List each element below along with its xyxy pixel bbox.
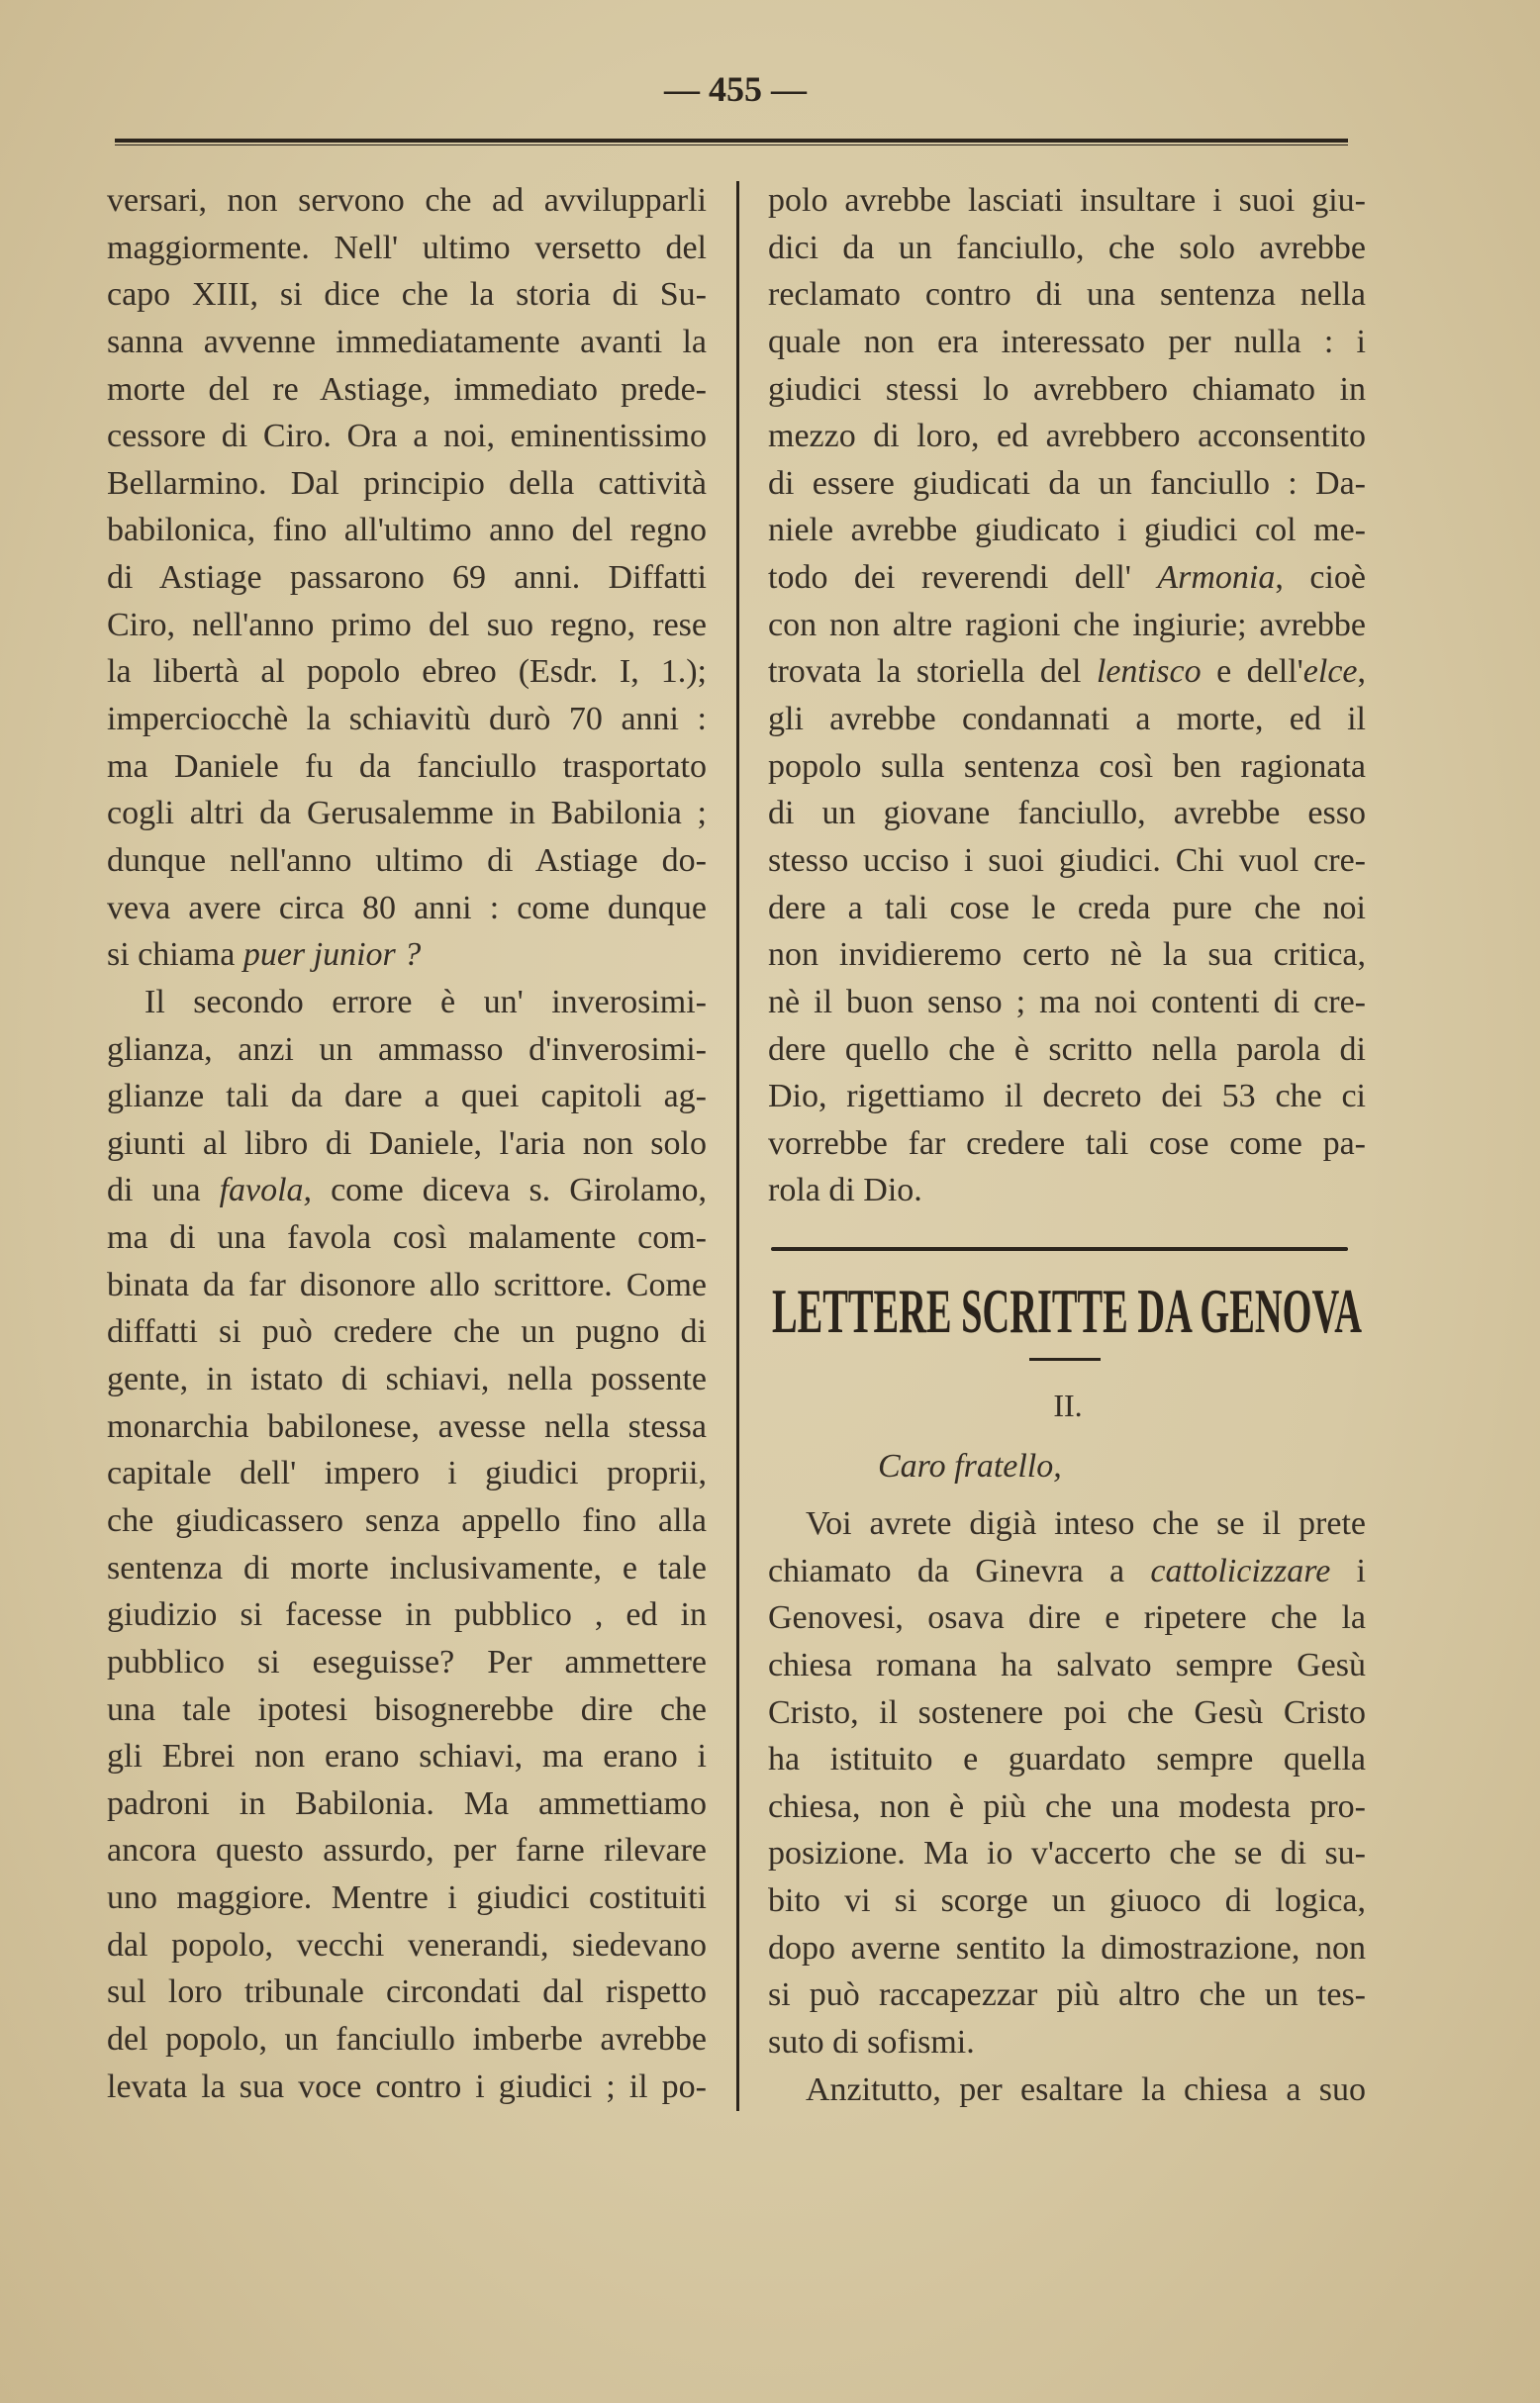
text-line — [107, 1591, 707, 1639]
text-line — [107, 1922, 707, 1970]
text-line — [107, 1167, 707, 1214]
text-line — [107, 460, 707, 508]
text-line — [768, 1736, 1366, 1783]
text-line — [768, 837, 1366, 885]
text-run: Ciro, nell'anno primo del suo regno, rese — [107, 606, 707, 643]
paragraph — [768, 1500, 1366, 2067]
text-run: sanna avvenne immediatamente avanti la — [107, 323, 707, 360]
text-line — [107, 225, 707, 272]
text-line — [768, 696, 1366, 743]
text-run: bito vi si scorge un giuoco di logica, — [768, 1882, 1366, 1920]
text-run: capitale dell' impero i giudici proprii, — [107, 1455, 707, 1492]
text-line — [768, 460, 1366, 508]
text-line — [107, 837, 707, 885]
text-line — [768, 790, 1366, 837]
text-run: cessore di Ciro. Ora a noi, eminentissimo — [107, 418, 707, 455]
text-line — [107, 931, 707, 979]
text-run: gente, in istato di schiavi, nella possente — [107, 1361, 707, 1398]
text-run: i — [1330, 1552, 1367, 1589]
text-run: giudizio si facesse in pubblico , ed in — [107, 1596, 707, 1634]
left-column — [107, 177, 707, 2110]
text-run: maggiormente. Nell' ultimo versetto del — [107, 229, 707, 266]
text-run: glianza, anzi un ammasso d'inverosimi- — [107, 1030, 707, 1068]
text-run: trovata la storiella del — [768, 653, 1097, 691]
text-run: gli Ebrei non erano schiavi, ma erano i — [107, 1738, 707, 1776]
text-line — [107, 2064, 707, 2111]
text-line — [768, 931, 1366, 979]
text-run: la libertà al popolo ebreo (Esdr. I, 1.); — [107, 653, 707, 691]
text-run: del popolo, un fanciullo imberbe avrebbe — [107, 2020, 707, 2058]
text-line — [768, 413, 1366, 460]
text-run: ancora questo assurdo, per farne rilevare — [107, 1832, 707, 1870]
text-line — [107, 743, 707, 791]
text-run: giudici stessi lo avrebbero chiamato in — [768, 370, 1366, 408]
text-run: Genovesi, osava dire e ripetere che la — [768, 1599, 1366, 1637]
text-line — [107, 1262, 707, 1309]
text-line — [768, 1120, 1366, 1168]
text-line — [768, 1783, 1366, 1831]
text-line — [107, 1827, 707, 1874]
italic-text: cattolicizzare — [1150, 1552, 1331, 1589]
text-line — [768, 554, 1366, 602]
text-line — [107, 1356, 707, 1403]
text-line — [768, 743, 1366, 791]
text-line — [768, 1877, 1366, 1925]
text-run: versari, non servono che ad avvilupparli — [107, 182, 707, 219]
text-run: babilonica, fino all'ultimo anno del regno — [107, 512, 707, 549]
text-run: quale non era interessato per nulla : i — [768, 323, 1366, 360]
text-line — [107, 319, 707, 366]
text-line — [107, 1780, 707, 1828]
text-line — [768, 979, 1366, 1026]
text-line — [768, 1167, 1366, 1214]
text-run: niele avrebbe giudicato i giudici col me- — [768, 512, 1366, 549]
text-line — [107, 648, 707, 696]
text-line — [768, 1689, 1366, 1737]
text-run: Cristo, il sostenere poi che Gesù Cristo — [768, 1693, 1366, 1731]
text-run: come diceva s. Girolamo, — [312, 1172, 707, 1209]
text-line — [107, 1545, 707, 1592]
text-line — [768, 177, 1366, 225]
paragraph — [107, 979, 707, 2110]
text-run: ha istituito e guardato sempre quella — [768, 1741, 1366, 1778]
text-line — [107, 1686, 707, 1734]
text-line — [768, 2067, 1366, 2114]
text-line — [107, 1639, 707, 1686]
text-run: di un giovane fanciullo, avrebbe esso — [768, 795, 1366, 832]
title-rule — [1029, 1358, 1101, 1361]
text-line — [768, 271, 1366, 319]
column-divider — [736, 181, 739, 2111]
text-line — [768, 648, 1366, 696]
text-run: una tale ipotesi bisognerebbe dire che — [107, 1690, 707, 1728]
text-run: rola di Dio. — [768, 1172, 922, 1209]
text-run: veva avere circa 80 anni : come dunque — [107, 889, 707, 926]
text-run: e dell' — [1201, 653, 1303, 691]
text-line — [107, 1497, 707, 1545]
text-run: Dio, rigettiamo il decreto dei 53 che ci — [768, 1078, 1366, 1115]
salutation: Caro fratello, — [878, 1448, 1062, 1485]
text-line — [107, 271, 707, 319]
text-line — [107, 507, 707, 554]
paragraph — [107, 177, 707, 979]
text-run: popolo sulla sentenza così ben ragionata — [768, 747, 1366, 785]
letter-body — [768, 1500, 1366, 2113]
text-run: cogli altri da Gerusalemme in Babilonia ; — [107, 795, 707, 832]
text-run: si può raccapezzar più altro che un tes- — [768, 1976, 1366, 2014]
text-run: monarchia babilonese, avesse nella stessa — [107, 1407, 707, 1445]
text-line — [768, 2019, 1366, 2067]
text-line — [107, 1308, 707, 1356]
text-line — [768, 1548, 1366, 1595]
text-run: binata da far disonore allo scrittore. Come — [107, 1266, 707, 1303]
text-run: dere a tali cose le creda pure che noi — [768, 889, 1366, 926]
text-line — [768, 507, 1366, 554]
italic-text: lentisco — [1096, 653, 1202, 691]
text-run: di Astiage passarono 69 anni. Diffatti — [107, 559, 707, 597]
paragraph — [768, 177, 1366, 1214]
text-line — [768, 1925, 1366, 1972]
text-run: dunque nell'anno ultimo di Astiage do- — [107, 841, 707, 879]
text-line — [768, 1642, 1366, 1689]
text-run: polo avrebbe lasciati insultare i suoi giu- — [768, 182, 1366, 219]
italic-text: favola, — [219, 1172, 313, 1209]
text-run: dici da un fanciullo, che solo avrebbe — [768, 229, 1366, 266]
text-line — [107, 2016, 707, 2064]
text-run: Voi avrete digià inteso che se il prete — [806, 1505, 1366, 1542]
text-run: giunti al libro di Daniele, l'aria non solo — [107, 1124, 707, 1162]
text-line — [107, 790, 707, 837]
text-run: di essere giudicati da un fanciullo : Da- — [768, 464, 1366, 502]
text-line — [768, 1073, 1366, 1120]
text-line — [107, 1120, 707, 1168]
text-run: gli avrebbe condannati a morte, ed il — [768, 701, 1366, 738]
text-run: Il secondo errore è un' inverosimi- — [144, 983, 707, 1020]
text-run: glianze tali da dare a quei capitoli ag- — [107, 1078, 707, 1115]
italic-text: puer junior ? — [242, 936, 422, 974]
text-run: Anzitutto, per esaltare la chiesa a suo — [806, 2070, 1366, 2108]
text-line — [107, 696, 707, 743]
text-run: di una — [107, 1172, 220, 1209]
text-run: dere quello che è scritto nella parola di — [768, 1030, 1366, 1068]
text-line — [768, 1594, 1366, 1642]
section-title: LETTERE SCRITTE DA GENOVA — [772, 1276, 1362, 1346]
text-run: posizione. Ma io v'accerto che se di su- — [768, 1835, 1366, 1873]
text-run: morte del re Astiage, immediato prede- — [107, 370, 707, 408]
text-run: diffatti si può credere che un pugno di — [107, 1313, 707, 1351]
text-run: chiesa romana ha salvato sempre Gesù — [768, 1646, 1366, 1683]
text-run: si chiama — [107, 936, 243, 974]
text-run: suto di sofismi. — [768, 2024, 975, 2062]
text-run: Bellarmino. Dal principio della cattività — [107, 464, 707, 502]
text-line — [768, 1500, 1366, 1548]
text-line — [107, 1969, 707, 2016]
text-run: sul loro tribunale circondati dal rispetto — [107, 1973, 707, 2011]
text-run: non invidieremo certo nè la sua critica, — [768, 936, 1366, 974]
page-number: — 455 — — [664, 69, 807, 109]
text-line — [768, 319, 1366, 366]
text-run: capo XIII, si dice che la storia di Su- — [107, 276, 707, 314]
text-line — [107, 1403, 707, 1451]
text-run: dopo averne sentito la dimostrazione, non — [768, 1929, 1366, 1967]
text-line — [768, 602, 1366, 649]
text-run: che giudicassero senza appello fino alla — [107, 1501, 707, 1539]
text-run: nè il buon senso ; ma noi contenti di cre- — [768, 983, 1366, 1020]
right-column — [768, 177, 1366, 1214]
text-line — [768, 1830, 1366, 1877]
text-line — [768, 366, 1366, 414]
text-run: vorrebbe far credere tali cose come pa- — [768, 1124, 1366, 1162]
text-line — [107, 177, 707, 225]
text-run: imperciocchè la schiavitù durò 70 anni : — [107, 701, 707, 738]
text-run: reclamato contro di una sentenza nella — [768, 276, 1366, 314]
italic-text: Armonia — [1157, 559, 1276, 597]
text-run: uno maggiore. Mentre i giudici costituiti — [107, 1879, 707, 1917]
text-line — [107, 979, 707, 1026]
text-run: pubblico si eseguisse? Per ammettere — [107, 1643, 707, 1681]
text-line — [107, 413, 707, 460]
text-line — [107, 1073, 707, 1120]
text-line — [768, 1026, 1366, 1074]
text-line — [107, 366, 707, 414]
italic-text: elce — [1302, 653, 1358, 691]
text-line — [768, 225, 1366, 272]
text-run: todo dei reverendi dell' — [768, 559, 1158, 597]
text-line — [107, 885, 707, 932]
text-line — [107, 1214, 707, 1262]
text-line — [107, 602, 707, 649]
text-run: , — [1357, 653, 1366, 691]
text-line — [107, 1733, 707, 1780]
text-run: con non altre ragioni che ingiurie; avrebbe — [768, 606, 1366, 643]
text-line — [768, 885, 1366, 932]
text-line — [107, 1026, 707, 1074]
text-line — [107, 1874, 707, 1922]
section-rule — [771, 1247, 1348, 1251]
text-line — [107, 1450, 707, 1497]
paragraph — [768, 2067, 1366, 2114]
section-heading — [768, 1271, 1366, 1350]
text-run: dal popolo, vecchi venerandi, siedevano — [107, 1926, 707, 1964]
text-run: ma di una favola così malamente com- — [107, 1219, 707, 1257]
text-run: , cioè — [1275, 559, 1366, 597]
text-line — [768, 1971, 1366, 2019]
text-run: ma Daniele fu da fanciullo trasportato — [107, 747, 707, 785]
text-line — [107, 554, 707, 602]
text-run: chiamato da Ginevra a — [768, 1552, 1151, 1589]
header-rule — [115, 139, 1348, 145]
text-run: mezzo di loro, ed avrebbero acconsentito — [768, 418, 1366, 455]
text-run: levata la sua voce contro i giudici ; il po- — [107, 2067, 707, 2105]
text-run: chiesa, non è più che una modesta pro- — [768, 1787, 1366, 1825]
text-run: sentenza di morte inclusivamente, e tale — [107, 1549, 707, 1586]
text-run: padroni in Babilonia. Ma ammettiamo — [107, 1784, 707, 1822]
section-number: II. — [1053, 1388, 1083, 1423]
text-run: stesso ucciso i suoi giudici. Chi vuol cre- — [768, 841, 1366, 879]
